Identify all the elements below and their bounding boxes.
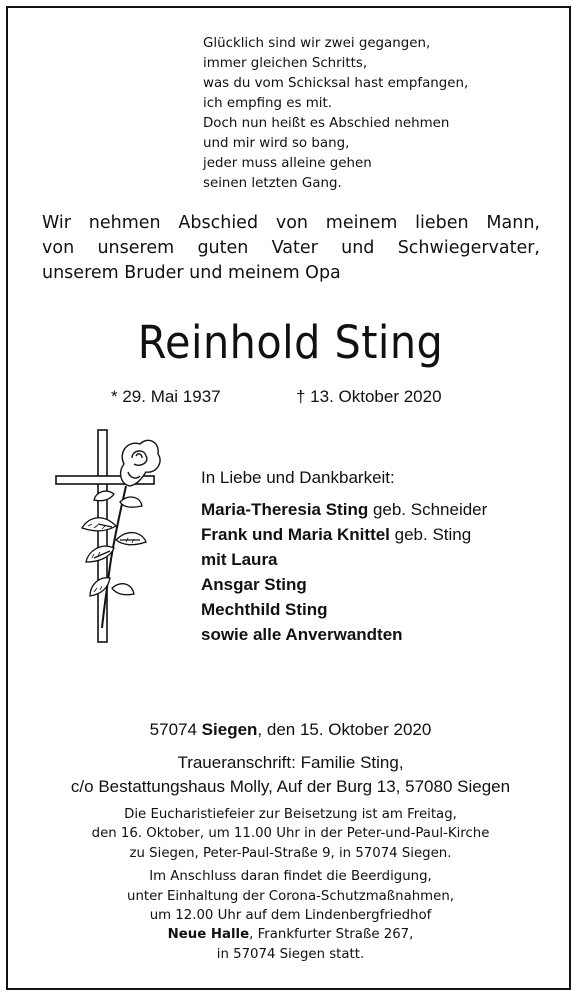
- poem-line: immer gleichen Schritts,: [203, 56, 368, 71]
- family-member: [201, 622, 551, 647]
- family-list: [201, 468, 551, 647]
- notice-line: unter Einhaltung der Corona-Schutzmaßnahmen,: [127, 888, 454, 904]
- family-member: [201, 522, 551, 547]
- member-name: mit Laura: [201, 550, 278, 569]
- poem-line: was du vom Schicksal hast empfangen,: [203, 76, 469, 91]
- funeral-notice: [0, 805, 581, 964]
- poem-line: und mir wird so bang,: [203, 136, 350, 151]
- family-member: [201, 497, 551, 522]
- poem-line: Doch nun heißt es Abschied nehmen: [203, 116, 450, 131]
- address-line: c/o Bestattungshaus Molly, Auf der Burg 13, 57080 Siegen: [70, 777, 511, 796]
- intro-line: Wir nehmen Abschied von meinem lieben Mann,: [42, 213, 540, 233]
- poem-line: jeder muss alleine gehen: [203, 156, 372, 171]
- address-line: Traueranschrift: Familie Sting,: [177, 753, 404, 772]
- poem-line: Glücklich sind wir zwei gegangen,: [203, 36, 431, 51]
- mourning-address: [0, 751, 581, 799]
- intro-line: unserem Bruder und meinem Opa: [42, 263, 341, 283]
- family-member: [201, 597, 551, 622]
- hall-name: Neue Halle: [167, 927, 250, 943]
- member-suffix: geb. Schneider: [368, 500, 488, 519]
- notice-line: in 57074 Siegen statt.: [216, 946, 365, 962]
- death-date: † 13. Oktober 2020: [296, 387, 442, 406]
- family-member: [201, 547, 551, 572]
- birth-date: * 29. Mai 1937: [111, 387, 221, 406]
- member-name: Frank und Maria Knittel: [201, 525, 390, 544]
- member-name: sowie alle Anverwandten: [201, 625, 403, 644]
- intro-text: [42, 211, 540, 286]
- deceased-name: Reinhold Sting: [137, 316, 444, 369]
- member-name: Maria-Theresia Sting: [201, 500, 369, 519]
- member-name: Ansgar Sting: [201, 575, 307, 594]
- poem-line: ich empfing es mit.: [203, 96, 333, 111]
- notice-line: Die Eucharistiefeier zur Beisetzung ist am Freitag,: [124, 807, 457, 822]
- place-date: [0, 720, 581, 740]
- notice-line: [0, 925, 581, 944]
- date: , den 15. Oktober 2020: [257, 720, 432, 739]
- notice-line: Im Anschluss daran findet die Beerdigung,: [149, 869, 432, 885]
- family-heading: In Liebe und Dankbarkeit:: [201, 468, 395, 487]
- hall-address: , Frankfurter Straße 267,: [249, 927, 414, 943]
- poem-line: seinen letzten Gang.: [203, 176, 342, 191]
- poem: [203, 34, 533, 194]
- intro-line: von unserem guten Vater und Schwiegervater,: [42, 238, 540, 258]
- notice-line: um 12.00 Uhr auf dem Lindenbergfriedhof: [149, 908, 432, 924]
- member-name: Mechthild Sting: [201, 600, 328, 619]
- notice-line: zu Siegen, Peter-Paul-Straße 9, in 57074 Siegen.: [129, 845, 452, 861]
- notice-line: den 16. Oktober, um 11.00 Uhr in der Peter-und-Paul-Kirche: [91, 826, 490, 842]
- postcode: 57074: [149, 720, 202, 739]
- city: Siegen: [201, 720, 258, 739]
- member-suffix: geb. Sting: [389, 525, 472, 544]
- cross-with-rose-icon: [54, 428, 166, 646]
- family-member: [201, 572, 551, 597]
